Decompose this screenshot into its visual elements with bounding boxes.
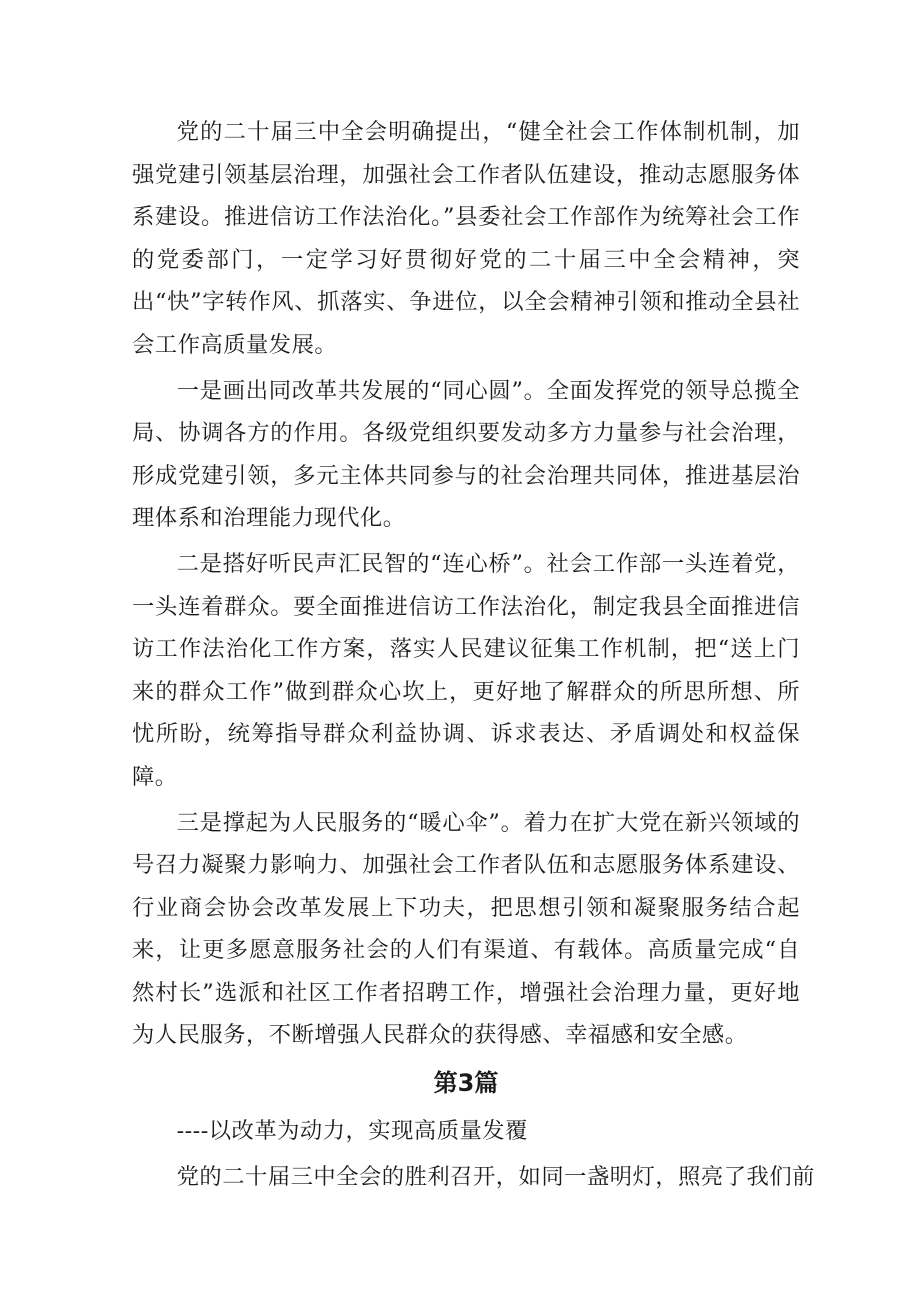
paragraph-point-two: 二是搭好听民声汇民智的“连心桥”。社会工作部一头连着党，一头连着群众。要全面推进信访工作法治化，制定我县全面推进信访工作法治化工作方案，落实人民建议征集工作机制，把“送上门来的群众工作”做到群众心坎上，更好地了解群众的所思所想、所忧所盼，统筹指导群众利益协调、诉求表达、矛盾调处和权益保障。: [132, 550, 800, 790]
section-heading: 第3篇: [433, 1069, 499, 1098]
paragraph-point-one: 一是画出同改革共发展的“同心圆”。全面发挥党的领导总揽全局、协调各方的作用。各级党组织要发动多方力量参与社会治理，形成党建引领，多元主体共同参与的社会治理共同体，推进基层治理体系和治理能力现代化。: [132, 377, 800, 532]
section-first-line: 党的二十届三中全会的胜利召开，如同一盏明灯，照亮了我们前: [176, 1164, 815, 1191]
paragraph-intro: 党的二十届三中全会明确提出，“健全社会工作体制机制，加强党建引领基层治理，加强社会工作者队伍建设，推动志愿服务体系建设。推进信访工作法治化。”县委社会工作部作为统筹社会工作的党委部门，一定学习好贯彻好党的二十届三中全会精神，突出“快”字转作风、抓落实、争进位，以全会精神引领和推动全县社会工作高质量发展。: [132, 119, 800, 358]
section-subtitle: ----以改革为动力，实现高质量发覆: [176, 1118, 528, 1145]
document-body: [132, 111, 815, 1199]
paragraph-point-three: 三是撑起为人民服务的“暖心伞”。着力在扩大党在新兴领域的号召力凝聚力影响力、加强社会工作者队伍和志愿服务体系建设、行业商会协会改革发展上下功夫，把思想引领和凝聚服务结合起来，让更多愿意服务社会的人们有渠道、有载体。高质量完成“自然村长”选派和社区工作者招聘工作，增强社会治理力量，更好地为人民服务，不断增强人民群众的获得感、幸福感和安全感。: [132, 809, 800, 1049]
